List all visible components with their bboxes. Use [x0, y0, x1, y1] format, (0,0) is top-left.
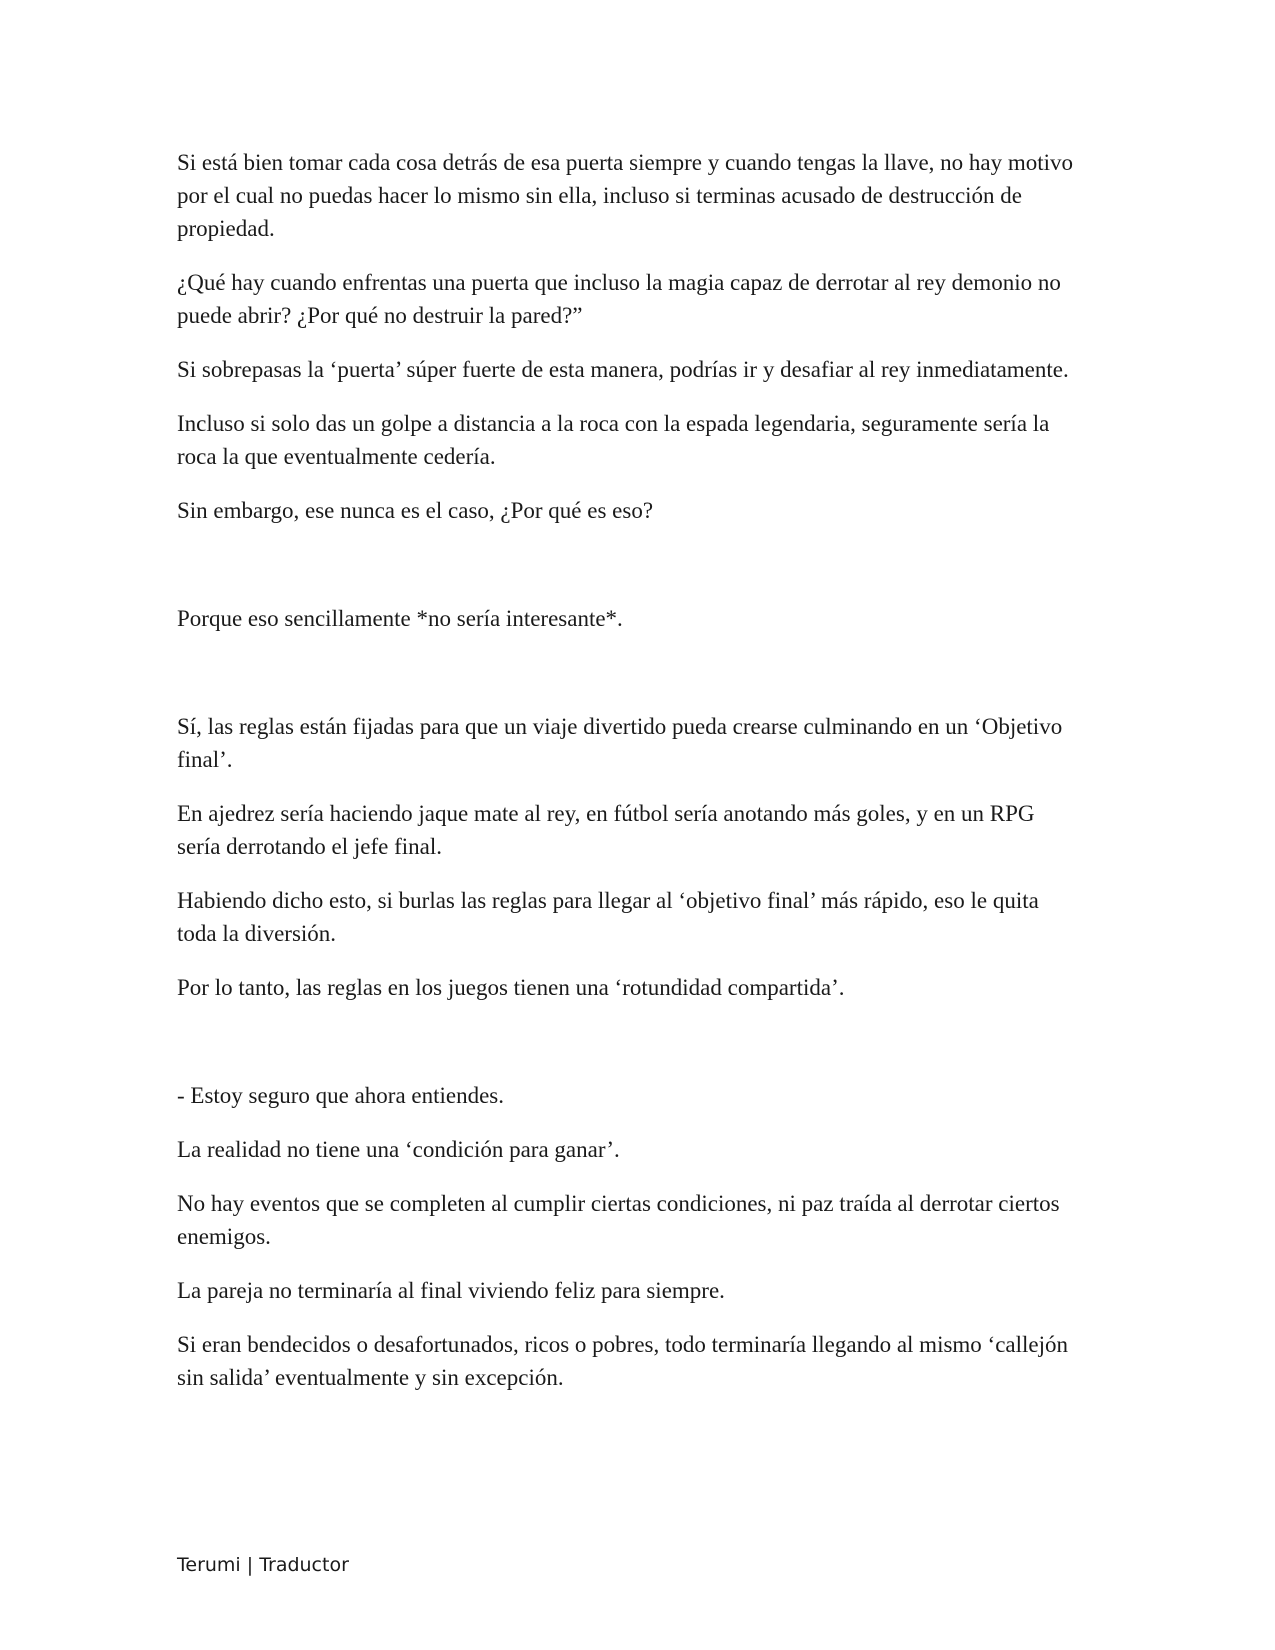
paragraph: Si eran bendecidos o desafortunados, ricos o pobres, todo terminaría llegando al mismo ‘callejón sin salida’ eventualmente y sin excepción.: [177, 1332, 1069, 1390]
paragraph: Si sobrepasas la ‘puerta’ súper fuerte de esta manera, podrías ir y desafiar al rey inmediatamente.: [177, 357, 1069, 382]
paragraph: ¿Qué hay cuando enfrentas una puerta que incluso la magia capaz de derrotar al rey demonio no puede abrir? ¿Por qué no destruir la pared?”: [177, 270, 1061, 328]
paragraph: Habiendo dicho esto, si burlas las reglas para llegar al ‘objetivo final’ más rápido, eso le quita toda la diversión.: [177, 888, 1039, 946]
paragraph: Sin embargo, ese nunca es el caso, ¿Por qué es eso?: [177, 498, 654, 523]
paragraph: Porque eso sencillamente *no sería interesante*.: [177, 606, 623, 631]
paragraph: En ajedrez sería haciendo jaque mate al rey, en fútbol sería anotando más goles, y en un RPG sería derrotando el jefe final.: [177, 801, 1035, 859]
paragraph: Si está bien tomar cada cosa detrás de esa puerta siempre y cuando tengas la llave, no hay motivo por el cual no puedas hacer lo mismo sin ella, incluso si terminas acusado de destrucción de propiedad.: [177, 150, 1074, 241]
paragraph: - Estoy seguro que ahora entiendes.: [177, 1083, 505, 1108]
paragraph: Por lo tanto, las reglas en los juegos tienen una ‘rotundidad compartida’.: [177, 975, 845, 1000]
paragraph: La realidad no tiene una ‘condición para ganar’.: [177, 1137, 620, 1162]
page-footer: Terumi | Traductor: [177, 1554, 349, 1576]
paragraph: Incluso si solo das un golpe a distancia a la roca con la espada legendaria, seguramente sería la roca la que eventualmente cedería.: [177, 411, 1050, 469]
paragraph: No hay eventos que se completen al cumplir ciertas condiciones, ni paz traída al derrotar ciertos enemigos.: [177, 1191, 1060, 1249]
paragraph: La pareja no terminaría al final viviendo feliz para siempre.: [177, 1278, 725, 1303]
paragraph: Sí, las reglas están fijadas para que un viaje divertido pueda crearse culminando en un ‘Objetivo final’.: [177, 714, 1063, 772]
document-body: [177, 146, 1077, 1415]
